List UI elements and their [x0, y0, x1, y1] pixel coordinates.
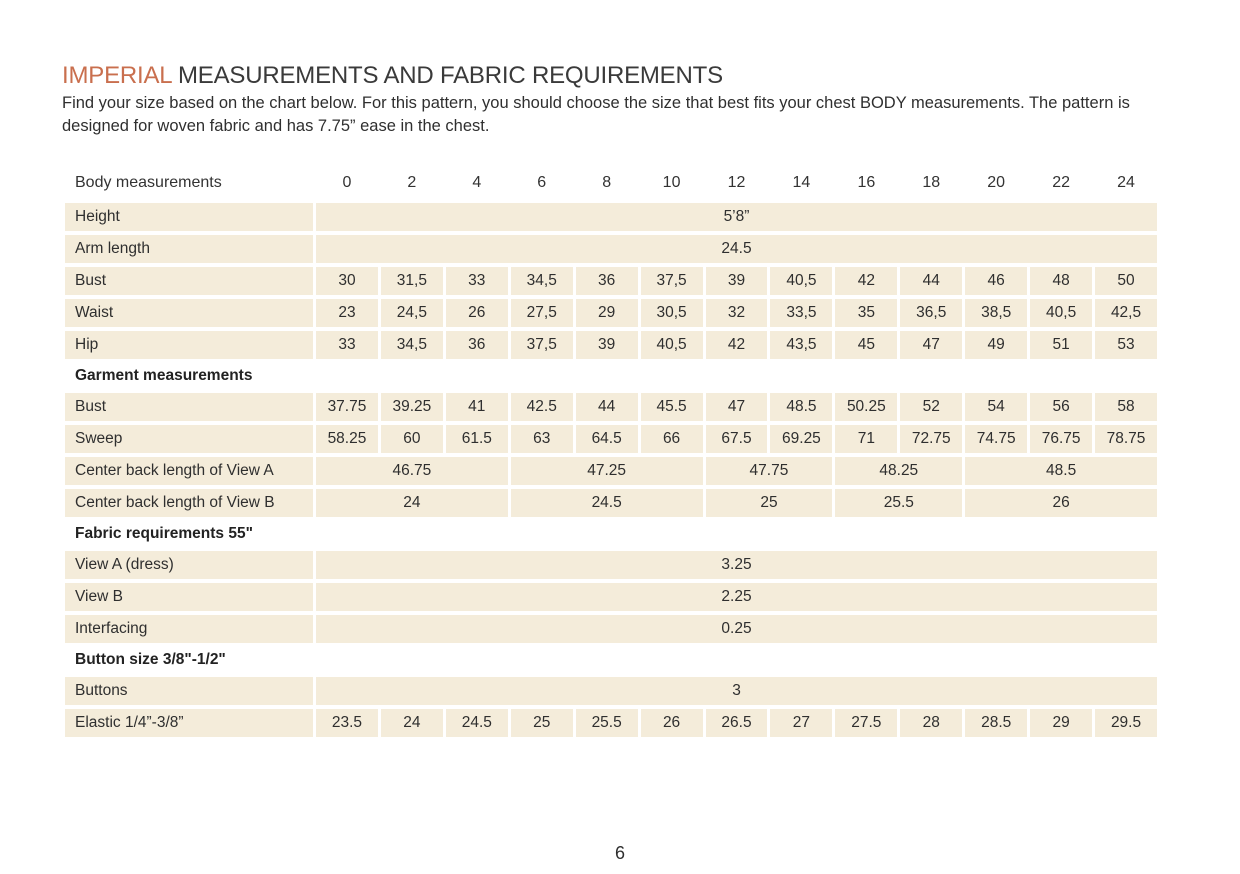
value-cell: 28.5	[965, 709, 1027, 737]
value-cell: 3	[316, 677, 1157, 705]
value-cell: 36	[446, 331, 508, 359]
value-cell: 37.75	[316, 393, 378, 421]
value-cell: 51	[1030, 331, 1092, 359]
value-cell: 40,5	[1030, 299, 1092, 327]
value-cell: 39.25	[381, 393, 443, 421]
value-cell: 60	[381, 425, 443, 453]
column-header: 24	[1117, 174, 1135, 191]
table-row	[65, 331, 1157, 359]
value-cell: 38,5	[965, 299, 1027, 327]
value-cell: 42	[706, 331, 768, 359]
section-header: Button size 3/8"-1/2"	[75, 650, 226, 668]
value-cell: 24.5	[316, 235, 1157, 263]
value-cell: 43,5	[770, 331, 832, 359]
title-rest: MEASUREMENTS AND FABRIC REQUIREMENTS	[171, 62, 723, 89]
value-cell: 34,5	[381, 331, 443, 359]
value-cell: 36,5	[900, 299, 962, 327]
value-cell: 25.5	[835, 489, 962, 517]
row-label: View A (dress)	[65, 551, 313, 579]
value-cell: 42	[835, 267, 897, 295]
table-row	[65, 425, 1157, 453]
value-cell: 64.5	[576, 425, 638, 453]
row-label: Interfacing	[65, 615, 313, 643]
table-row	[65, 583, 1157, 611]
value-cell: 45.5	[641, 393, 703, 421]
value-cell: 53	[1095, 331, 1157, 359]
value-cell: 2.25	[316, 583, 1157, 611]
table-row	[65, 235, 1157, 263]
column-header: 2	[407, 174, 417, 191]
value-cell: 25	[511, 709, 573, 737]
value-cell: 24.5	[446, 709, 508, 737]
column-header: 8	[602, 174, 612, 191]
row-label: Sweep	[65, 425, 313, 453]
value-cell: 54	[965, 393, 1027, 421]
value-cell: 33	[316, 331, 378, 359]
value-cell: 29.5	[1095, 709, 1157, 737]
value-cell: 42.5	[511, 393, 573, 421]
title-highlight: IMPERIAL	[62, 62, 172, 89]
table-row	[65, 457, 1157, 485]
table-header-row	[65, 172, 1157, 194]
value-cell: 39	[706, 267, 768, 295]
table-row	[65, 615, 1157, 643]
row-label: Height	[65, 203, 313, 231]
value-cell: 25	[706, 489, 833, 517]
value-cell: 29	[576, 299, 638, 327]
value-cell: 24	[381, 709, 443, 737]
value-cell: 48	[1030, 267, 1092, 295]
row-label: Buttons	[65, 677, 313, 705]
value-cell: 40,5	[641, 331, 703, 359]
row-label: Elastic 1/4”-3/8”	[65, 709, 313, 737]
value-cell: 26	[446, 299, 508, 327]
value-cell: 27	[770, 709, 832, 737]
value-cell: 24,5	[381, 299, 443, 327]
intro-text: Find your size based on the chart below. For this pattern, you should choose the size that best fits your chest BODY measurements. The pattern is designed for woven fabric and has 7.75” ease in the chest.	[62, 94, 1130, 135]
value-cell: 50	[1095, 267, 1157, 295]
size-table	[65, 172, 1157, 741]
value-cell: 29	[1030, 709, 1092, 737]
column-header: 12	[727, 174, 746, 191]
value-cell: 32	[706, 299, 768, 327]
value-cell: 66	[641, 425, 703, 453]
value-cell: 78.75	[1095, 425, 1157, 453]
value-cell: 39	[576, 331, 638, 359]
column-header: 0	[342, 174, 352, 191]
value-cell: 56	[1030, 393, 1092, 421]
row-label: Bust	[65, 267, 313, 295]
value-cell: 46	[965, 267, 1027, 295]
column-header: 10	[662, 174, 681, 191]
value-cell: 34,5	[511, 267, 573, 295]
column-header: 6	[537, 174, 547, 191]
value-cell: 48.25	[835, 457, 962, 485]
value-cell: 48.5	[965, 457, 1157, 485]
value-cell: 25.5	[576, 709, 638, 737]
value-cell: 31,5	[381, 267, 443, 295]
value-cell: 24	[316, 489, 508, 517]
value-cell: 23.5	[316, 709, 378, 737]
column-header: 14	[792, 174, 811, 191]
value-cell: 48.5	[770, 393, 832, 421]
value-cell: 47.75	[706, 457, 833, 485]
page-number: 6	[614, 843, 625, 863]
section-header: Garment measurements	[75, 366, 253, 384]
value-cell: 23	[316, 299, 378, 327]
value-cell: 28	[900, 709, 962, 737]
value-cell: 33	[446, 267, 508, 295]
table-row	[65, 203, 1157, 231]
value-cell: 67.5	[706, 425, 768, 453]
column-header: 18	[922, 174, 941, 191]
value-cell: 30	[316, 267, 378, 295]
value-cell: 24.5	[511, 489, 703, 517]
value-cell: 71	[835, 425, 897, 453]
value-cell: 76.75	[1030, 425, 1092, 453]
column-header: 22	[1052, 174, 1070, 191]
value-cell: 37,5	[511, 331, 573, 359]
value-cell: 27.5	[835, 709, 897, 737]
row-label: Center back length of View B	[65, 489, 313, 517]
table-row	[65, 677, 1157, 705]
table-row	[65, 551, 1157, 579]
value-cell: 47	[900, 331, 962, 359]
value-cell: 47.25	[511, 457, 703, 485]
page-title	[62, 62, 723, 90]
value-cell: 35	[835, 299, 897, 327]
value-cell: 5’8”	[316, 203, 1157, 231]
value-cell: 52	[900, 393, 962, 421]
value-cell: 74.75	[965, 425, 1027, 453]
value-cell: 50.25	[835, 393, 897, 421]
table-row	[65, 393, 1157, 421]
column-header: 16	[857, 174, 876, 191]
value-cell: 45	[835, 331, 897, 359]
row-label: Arm length	[65, 235, 313, 263]
row-label: Hip	[65, 331, 313, 359]
value-cell: 72.75	[900, 425, 962, 453]
row-label: View B	[65, 583, 313, 611]
value-cell: 26	[965, 489, 1157, 517]
value-cell: 0.25	[316, 615, 1157, 643]
value-cell: 27,5	[511, 299, 573, 327]
value-cell: 42,5	[1095, 299, 1157, 327]
value-cell: 69.25	[770, 425, 832, 453]
value-cell: 36	[576, 267, 638, 295]
value-cell: 37,5	[641, 267, 703, 295]
table-row	[65, 489, 1157, 517]
value-cell: 26	[641, 709, 703, 737]
table-header-label: Body measurements	[75, 174, 222, 191]
value-cell: 26.5	[706, 709, 768, 737]
value-cell: 47	[706, 393, 768, 421]
table-row	[65, 709, 1157, 737]
value-cell: 58.25	[316, 425, 378, 453]
value-cell: 49	[965, 331, 1027, 359]
value-cell: 40,5	[770, 267, 832, 295]
value-cell: 63	[511, 425, 573, 453]
value-cell: 33,5	[770, 299, 832, 327]
value-cell: 46.75	[316, 457, 508, 485]
value-cell: 41	[446, 393, 508, 421]
value-cell: 44	[576, 393, 638, 421]
row-label: Waist	[65, 299, 313, 327]
row-label: Center back length of View A	[65, 457, 313, 485]
value-cell: 58	[1095, 393, 1157, 421]
table-row	[65, 267, 1157, 295]
column-header: 4	[472, 174, 482, 191]
value-cell: 30,5	[641, 299, 703, 327]
section-header: Fabric requirements 55"	[75, 524, 253, 542]
value-cell: 3.25	[316, 551, 1157, 579]
table-row	[65, 299, 1157, 327]
value-cell: 44	[900, 267, 962, 295]
row-label: Bust	[65, 393, 313, 421]
column-header: 20	[987, 174, 1006, 191]
value-cell: 61.5	[446, 425, 508, 453]
